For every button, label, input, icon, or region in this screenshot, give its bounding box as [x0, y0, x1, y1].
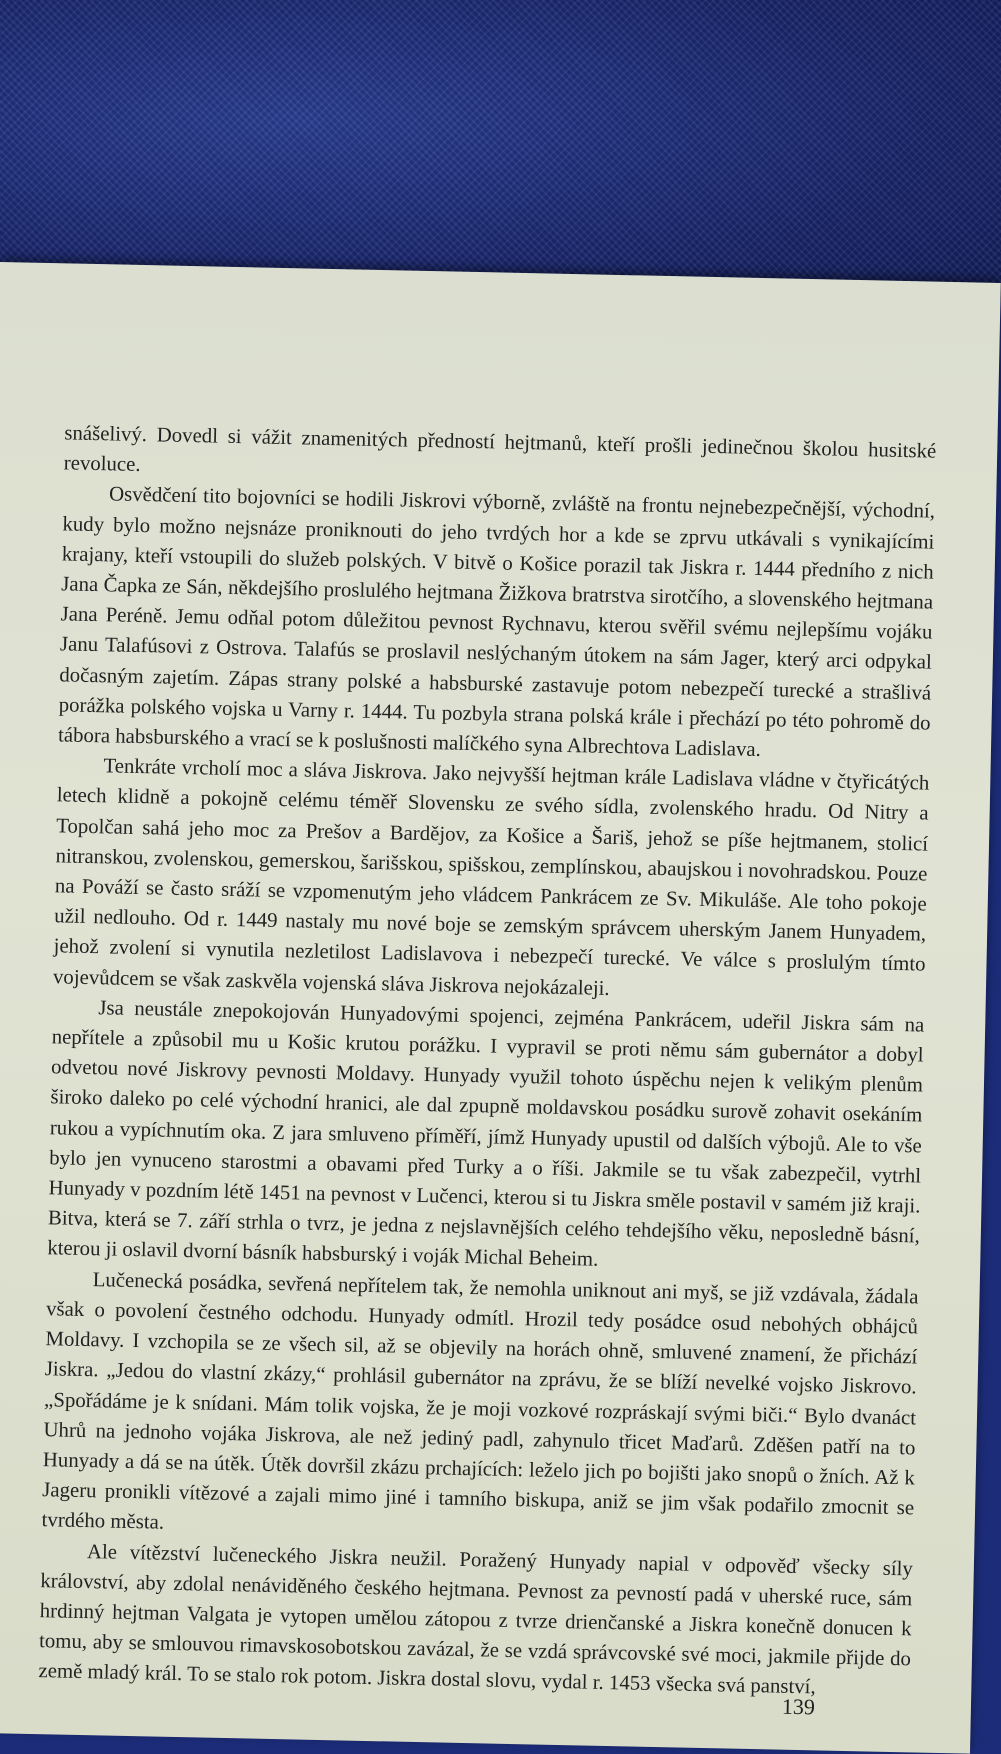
paragraph-4: Jsa neustále znepokojován Hunyadovými spojenci, zejména Pankrácem, udeřil Jiskra sám na nepřítele a způsobil mu u Košic krutou porážku. I vypravil se proti němu sám gubernátor a dobyl odvetou nové Jiskrovy pevnosti Moldavy. Hunyady využil tohoto úspěchu nejen k velikým plenům široko daleko po celé východní hranici, ale dal zpupně moldavskou posádku surově zohavit osekáním rukou a vypíchnutím oka. Z jara smluveno příměří, jímž Hunyady upustil od dalších výbojů. Ale to vše bylo jen vynuceno starostmi a obavami před Turky a o říši. Jakmile se tu však zabezpečil, vytrhl Hunyady v pozdním létě 1451 na pevnost v Lučenci, kterou si tu Jiskra směle postavil v samém již kraji. Bitva, která se 7. září strhla o tvrz, je jedna z nejslavnějších celého tehdejšího věku, neposledně básní, kterou ji oslavil dvorní básník habsburský i voják Michal Beheim. [47, 996, 925, 1272]
paragraph-6: Ale vítězství lučeneckého Jiskra neužil. Poražený Hunyady napial v odpověď všecky síly království, aby zdolal nenáviděného českého hejtmana. Pevnost za pevností padá v uherské ruce, sám hrdinný hejtman Valgata je vytopen umělou zátopou z tvrze drienčanské a Jiskra konečně donucen k tomu, aby se smlouvou rimavskosobotskou zavázal, že se vzdá správcovské své moci, jakmile přijde do země mladý král. To se stalo rok potom. Jiskra dostal slovu, vydal r. 1453 všecka svá panství, [38, 1539, 914, 1699]
paragraph-2: Osvědčení tito bojovníci se hodili Jiskrovi výborně, zvláště na frontu nejnebezpečnější, východní, kudy bylo možno nejsnáze proniknouti do jeho tvrdých hor a kde se zprvu utkávali s vynikajícími krajany, kteří vstoupili do služeb polských. V bitvě o Košice porazil tak Jiskra r. 1444 předního z nich Jana Čapka ze Sán, někdejšího proslulého hejtmana Žižkova bratrstva sirotčího, a slovenského hejtmana Jana Peréně. Jemu odňal potom důležitou pevnost Rychnavu, kterou svěřil svému nejlepšímu vojáku Janu Talafúsovi z Ostrova. Talafús se proslavil neslýchaným útokem na sám Jager, který arci odpykal dočasným zajetím. Zápas strany polské a habsburské zastavuje potom nebezpečí turecké a strašlivá porážka polského vojska u Varny r. 1444. Tu pozbyla strana polská krále i přechází po této pohromě do tábora habsburského a vrací se k poslušnosti malíčkého syna Albrechtova Ladislava. [57, 482, 936, 762]
page-number: 139 [781, 1693, 816, 1720]
body-text [38, 418, 936, 1705]
paragraph-3: Tenkráte vrcholí moc a sláva Jiskrova. Jako nejvyšší hejtman krále Ladislava vládne v čtyřicátých letech klidně a pokojně celému téměř Slovensku ze svého sídla, zvolenského hradu. Od Nitry a Topolčan sahá jeho moc za Prešov a Bardějov, za Košice a Šariš, jehož se píše hejtmanem, stolicí nitranskou, zvolenskou, gemerskou, šarišskou, spišskou, zemplínskou, abaujskou i novohradskou. Pouze na Pováží se často sráží se vzpomenutým jeho vládcem Pankrácem ze Sv. Mikuláše. Ale toho pokoje užil nedlouho. Od r. 1449 nastaly mu nové boje se zemským správcem uherským Janem Hunyadem, jehož zvolení si vynutila nezletilost Ladislavova i nebezpečí turecké. Ve válce s proslulým tímto vojevůdcem se však zaskvěla vojenská sláva Jiskrova nejokázaleji. [52, 754, 930, 1000]
paragraph-1: snášelivý. Dovedl si vážit znamenitých předností hejtmanů, kteří prošli jedinečnou školou husitské revoluce. [63, 421, 937, 477]
blue-fabric-background [0, 0, 1001, 300]
paragraph-5: Lučenecká posádka, sevřená nepřítelem tak, že nemohla uniknout ani myš, se již vzdávala, žádala však o povolení čestného odchodu. Hunyady odmítl. Hrozil tedy posádce osud nebohých obhájců Moldavy. I vzchopila se ze všech sil, až se objevily na horách ohně, smluvené znamení, že přichází Jiskra. „Jedou do vlastní zkázy,“ prohlásil gubernátor na zprávu, že se blíží nevelké vojsko Jiskrovo. „Spořádáme je k snídani. Mám tolik vojska, že je moji vozkové rozpráskají svými biči.“ Bylo dvanáct Uhrů na jednoho vojáka Jiskrova, ale než jediný padl, zahynulo třicet Maďarů. Zděšen patří na to Hunyady a dá se na útěk. Útěk dovršil zkázu prchajících: leželo jich po bojišti jako snopů o žních. Až k Jageru pronikli vítězové a zajali mimo jiné i tamního biskupa, aniž se jim však podařilo zmocnit se tvrdého města. [41, 1267, 919, 1535]
book-page [0, 262, 1001, 1754]
